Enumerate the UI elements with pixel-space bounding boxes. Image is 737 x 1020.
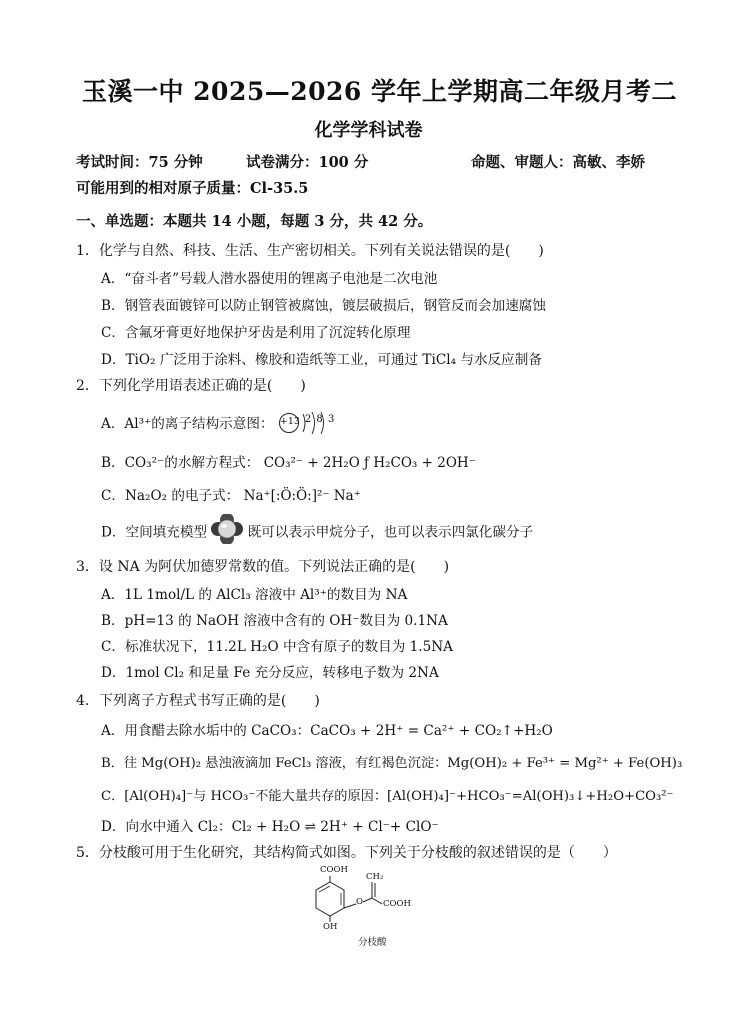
question-5-stem: 5．分枝酸可用于生化研究，其结构简式如图。下列关于分枝酸的叙述错误的是（ ）	[76, 845, 617, 861]
q3-option-b: B．pH=13 的 NaOH 溶液中含有的 OH⁻数目为 0.1NA	[101, 613, 448, 629]
space-filling-model-icon	[211, 514, 243, 544]
full-score: 试卷满分：100 分	[246, 154, 369, 171]
question-1-stem: 1．化学与自然、科技、生活、生产密切相关。下列有关说法错误的是( )	[76, 243, 544, 259]
q2-option-c	[101, 484, 361, 504]
chorismic-acid-structure	[300, 865, 430, 948]
section-heading: 一、单选题：本题共 14 小题，每题 3 分，共 42 分。	[76, 213, 433, 230]
group-ch2: CH₂	[366, 872, 384, 882]
al-electron-shells: 2 8 3	[304, 413, 336, 425]
q4-option-c: C．[Al(OH)₄]⁻与 HCO₃⁻不能大量共存的原因：[Al(OH)₄]⁻+HCO₃⁻=Al(OH)₃↓+H₂O+CO₃²⁻	[101, 789, 674, 804]
q2-option-b	[101, 451, 476, 471]
authors: 命题、审题人：高敏、李娇	[471, 154, 645, 171]
exam-title: 玉溪一中 2025—2026 学年上学期高二年级月考二	[81, 77, 678, 106]
question-4-stem: 4．下列离子方程式书写正确的是( )	[76, 693, 320, 709]
q2-d-label: D．空间填充模型	[101, 524, 208, 541]
exam-meta-row	[76, 151, 666, 172]
q2-b-label: B．CO₃²⁻的水解方程式：	[101, 455, 260, 471]
al-ion-structure-diagram	[278, 411, 340, 435]
group-top-cooh: COOH	[320, 865, 348, 875]
q4-option-b: B．往 Mg(OH)₂ 悬浊液滴加 FeCl₃ 溶液，有红褐色沉淀：Mg(OH)₂ + Fe³⁺ = Mg²⁺ + Fe(OH)₃	[101, 756, 683, 771]
structure-caption: 分枝酸	[358, 937, 387, 948]
q2-d-rest: 既可以表示甲烷分子，也可以表示四氯化碳分子	[247, 524, 534, 541]
atomic-mass-note: 可能用到的相对原子质量：Cl-35.5	[76, 180, 309, 197]
al-nucleus-charge: +13	[279, 415, 300, 427]
exam-time: 考试时间：75 分钟	[76, 154, 203, 171]
q1-option-c: C．含氟牙膏更好地保护牙齿是利用了沉淀转化原理	[101, 325, 411, 341]
q1-option-a: A．“奋斗者”号载人潜水器使用的锂离子电池是二次电池	[101, 271, 438, 287]
group-right-cooh: COOH	[383, 899, 411, 909]
question-3-stem: 3．设 NA 为阿伏加德罗常数的值。下列说法正确的是( )	[76, 559, 450, 575]
q3-option-d: D．1mol Cl₂ 和足量 Fe 充分反应，转移电子数为 2NA	[101, 665, 439, 681]
q2-option-a	[101, 412, 340, 437]
q1-option-d: D．TiO₂ 广泛用于涂料、橡胶和造纸等工业，可通过 TiCl₄ 与水反应制备	[101, 352, 542, 368]
q2-b-equation: CO₃²⁻ + 2H₂O ƒ H₂CO₃ + 2OH⁻	[263, 455, 476, 471]
group-o: O	[356, 897, 363, 907]
q2-option-d	[101, 518, 533, 548]
q1-option-b: B．钢管表面镀锌可以防止钢管被腐蚀，镀层破损后，钢管反而会加速腐蚀	[101, 298, 546, 314]
question-2-stem: 2．下列化学用语表述正确的是( )	[76, 378, 306, 394]
q3-option-a: A．1L 1mol/L 的 AlCl₃ 溶液中 Al³⁺的数目为 NA	[101, 587, 408, 603]
group-oh: OH	[323, 922, 338, 932]
q2-c-label: C．Na₂O₂ 的电子式：	[101, 488, 240, 504]
q3-option-c: C．标准状况下，11.2L H₂O 中含有原子的数目为 1.5NA	[101, 639, 453, 655]
q2-a-label: A．Al³⁺的离子结构示意图：	[101, 416, 274, 432]
exam-subtitle: 化学学科试卷	[314, 120, 423, 141]
q2-c-electron-formula: Na⁺[:Ö:Ö:]²⁻ Na⁺	[243, 488, 361, 504]
q4-option-d: D．向水中通入 Cl₂：Cl₂ + H₂O ⇌ 2H⁺ + Cl⁻+ ClO⁻	[101, 819, 439, 835]
q4-option-a: A．用食醋去除水垢中的 CaCO₃：CaCO₃ + 2H⁺ = Ca²⁺ + CO₂↑+H₂O	[101, 723, 553, 739]
